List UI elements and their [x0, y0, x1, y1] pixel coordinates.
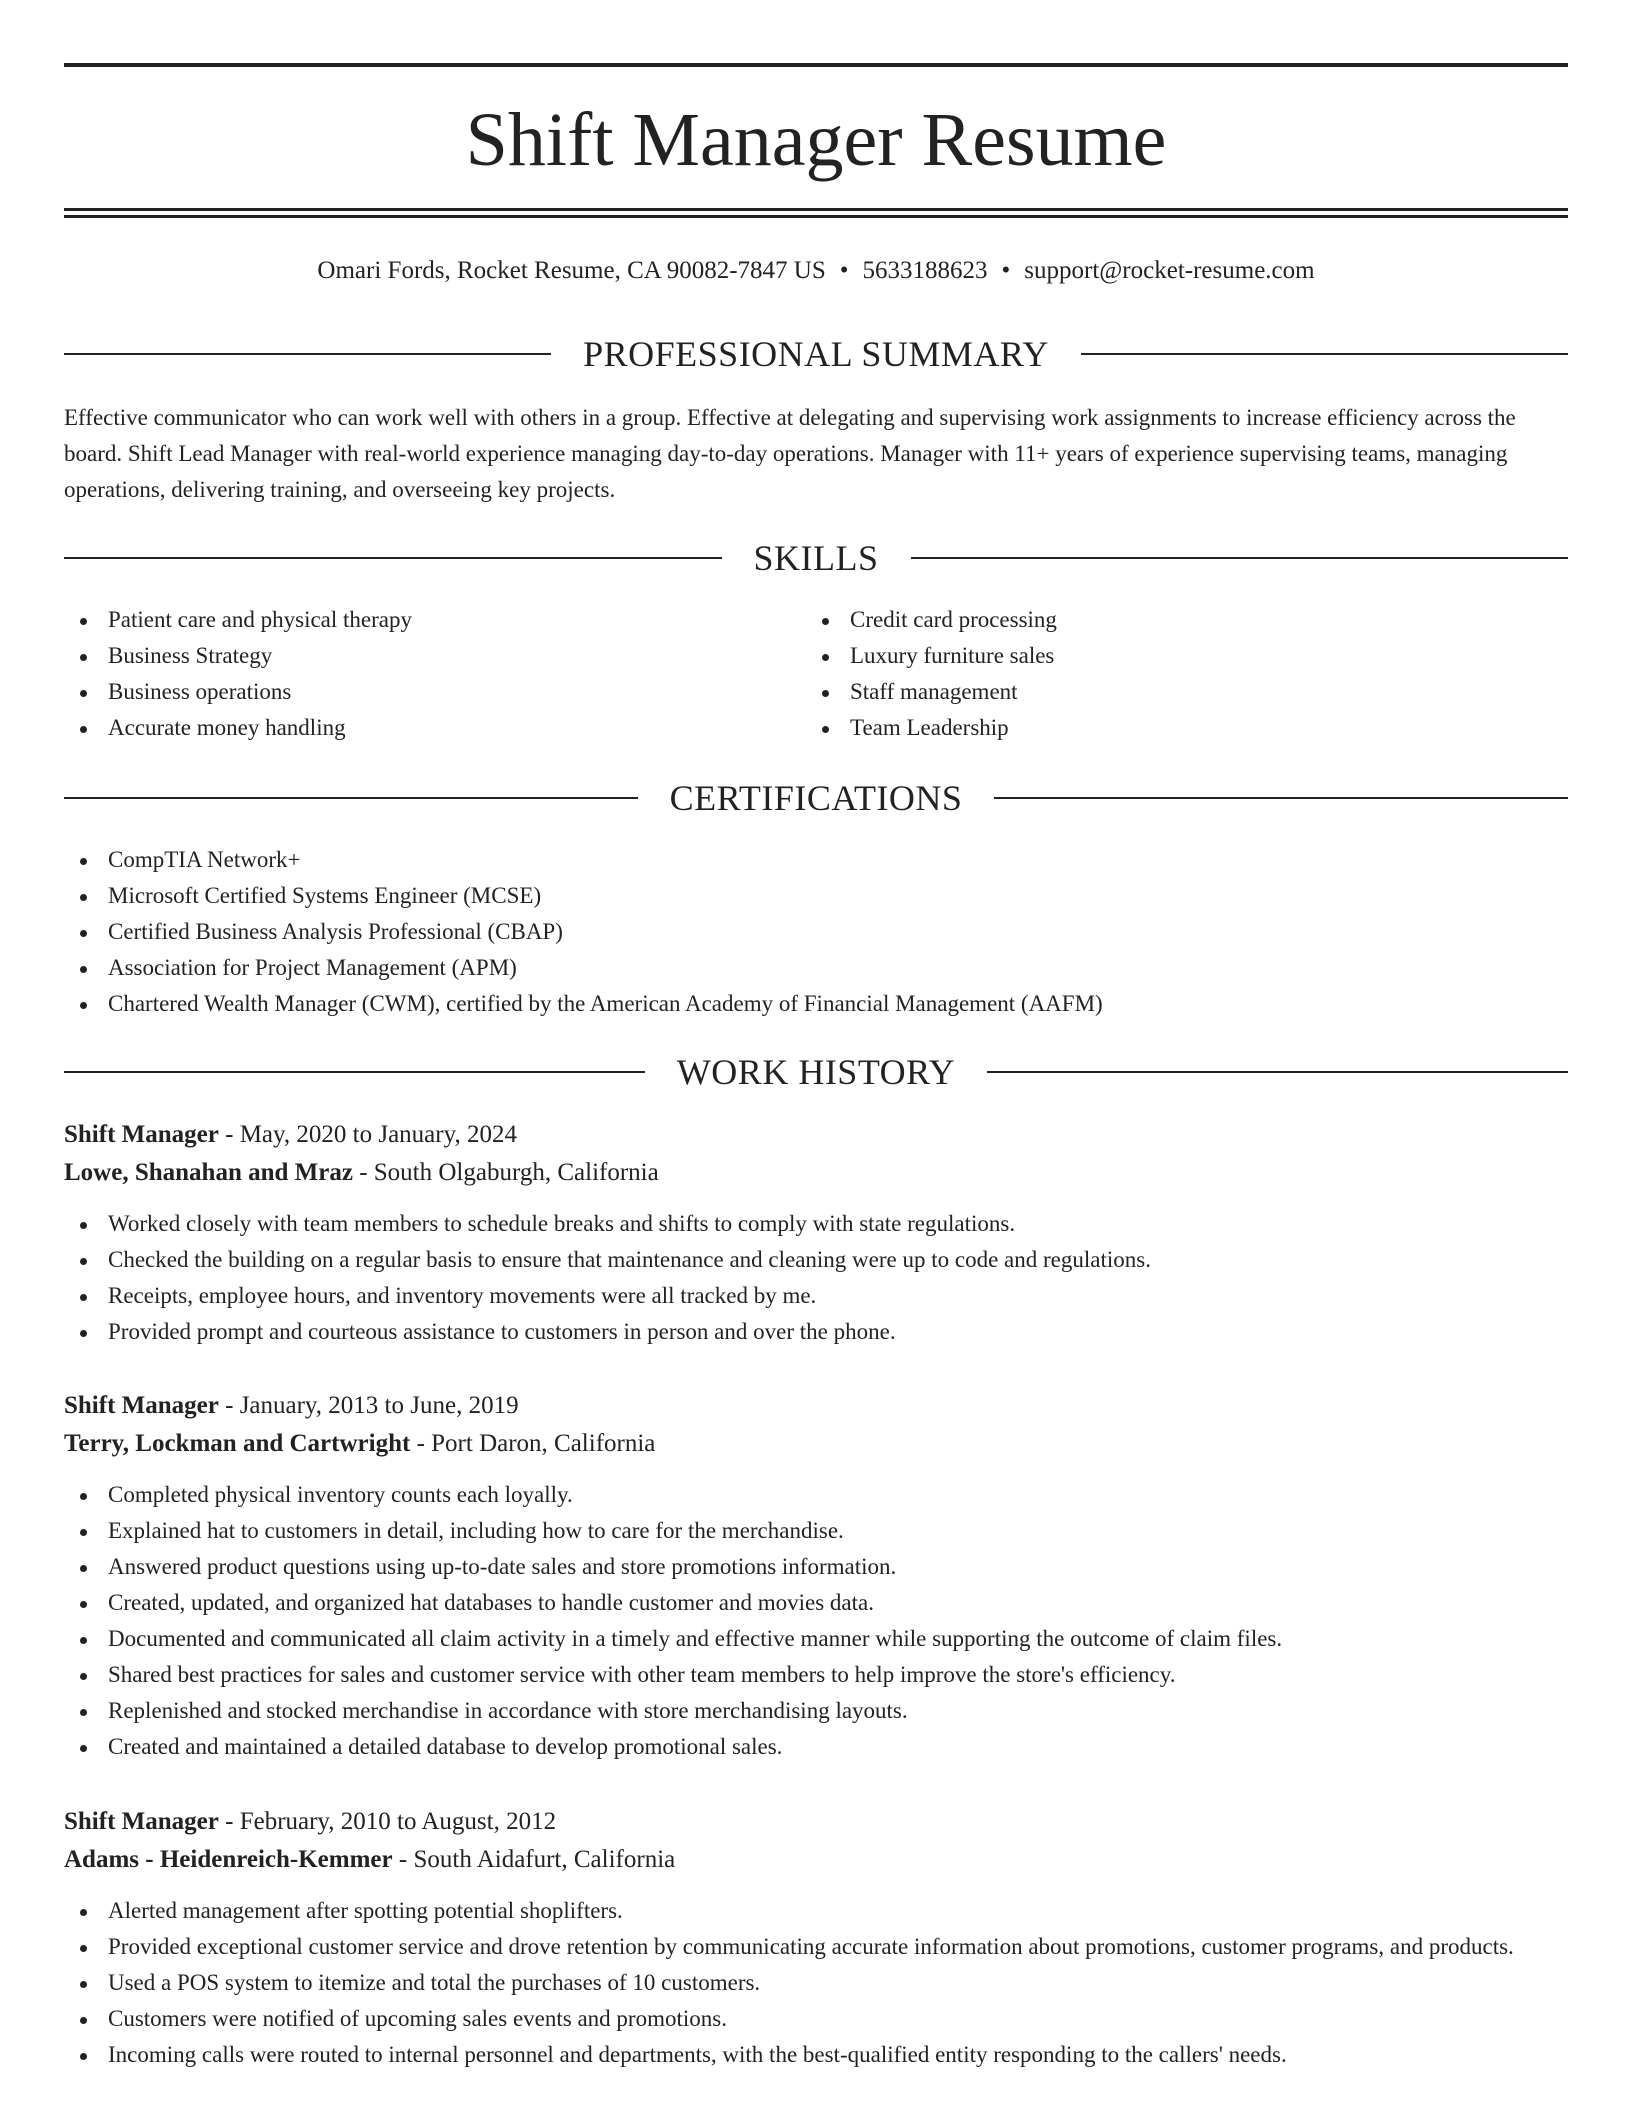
job-dates: January, 2013 to June, 2019	[239, 1392, 519, 1419]
certification-item: CompTIA Network+	[64, 842, 1568, 878]
resume-title: Shift Manager Resume	[465, 98, 1167, 182]
contact-phone: 5633188623	[862, 257, 988, 284]
job-bullet: Receipts, employee hours, and inventory movements were all tracked by me.	[64, 1278, 1568, 1314]
certification-item: Certified Business Analysis Professional (CBAP)	[64, 914, 1568, 950]
job-bullet: Completed physical inventory counts each loyally.	[64, 1477, 1568, 1513]
section-rule	[64, 797, 638, 799]
section-rule	[911, 557, 1569, 559]
job-location: Port Daron, California	[431, 1430, 656, 1457]
job-bullet: Customers were notified of upcoming sales events and promotions.	[64, 2001, 1568, 2037]
job-bullet: Provided prompt and courteous assistance to customers in person and over the phone.	[64, 1314, 1568, 1350]
skill-item: Luxury furniture sales	[806, 638, 1548, 674]
skill-item: Business operations	[64, 674, 806, 710]
section-rule	[64, 353, 551, 355]
section-title: CERTIFICATIONS	[669, 778, 963, 818]
contact-separator: •	[839, 257, 849, 284]
contact-email: support@rocket-resume.com	[1024, 257, 1315, 284]
skills-list-right	[806, 602, 1548, 746]
section-header-work-history	[64, 1050, 1568, 1094]
job-company: Adams - Heidenreich-Kemmer	[64, 1846, 393, 1873]
certifications-list	[64, 842, 1568, 1022]
skill-item: Patient care and physical therapy	[64, 602, 806, 638]
section-title: SKILLS	[753, 538, 879, 578]
skills-columns	[64, 602, 1568, 746]
title-double-rule	[64, 208, 1568, 218]
job-entry	[64, 1116, 1568, 1350]
job-bullet: Created, updated, and organized hat databases to handle customer and movies data.	[64, 1585, 1568, 1621]
job-company-line: Adams - Heidenreich-Kemmer - South Aidafurt, California	[64, 1846, 676, 1873]
contact-address: Omari Fords, Rocket Resume, CA 90082-7847 US	[317, 257, 826, 284]
certification-item: Chartered Wealth Manager (CWM), certified by the American Academy of Financial Management (AAFM)	[64, 986, 1568, 1022]
job-company: Terry, Lockman and Cartwright	[64, 1430, 411, 1457]
certification-item: Microsoft Certified Systems Engineer (MCSE)	[64, 878, 1568, 914]
job-location: South Olgaburgh, California	[373, 1159, 659, 1186]
job-entry	[64, 1803, 1568, 2073]
job-bullet: Answered product questions using up-to-date sales and store promotions information.	[64, 1549, 1568, 1585]
section-header-certifications	[64, 776, 1568, 820]
job-entry	[64, 1387, 1568, 1765]
section-rule	[987, 1071, 1568, 1073]
job-title: Shift Manager	[64, 1808, 219, 1835]
section-rule	[64, 557, 722, 559]
job-dates: February, 2010 to August, 2012	[239, 1808, 557, 1835]
job-dates: May, 2020 to January, 2024	[239, 1121, 517, 1148]
job-bullet: Worked closely with team members to schedule breaks and shifts to comply with state regulations.	[64, 1206, 1568, 1242]
job-bullet: Incoming calls were routed to internal personnel and departments, with the best-qualified entity responding to the callers' needs.	[64, 2037, 1568, 2073]
job-company: Lowe, Shanahan and Mraz	[64, 1159, 353, 1186]
job-bullet: Alerted management after spotting potential shoplifters.	[64, 1893, 1568, 1929]
section-title: WORK HISTORY	[676, 1052, 956, 1092]
skill-item: Accurate money handling	[64, 710, 806, 746]
job-title-line: Shift Manager - January, 2013 to June, 2019	[64, 1392, 519, 1419]
job-bullets	[64, 1477, 1568, 1765]
skills-list-left	[64, 602, 806, 746]
section-rule	[994, 797, 1568, 799]
summary-paragraph: Effective communicator who can work well with others in a group. Effective at delegating and supervising work assignments to increase efficiency across the board. Shift Lead Manager with real-world experience managing day-to-day operations. Manager with 11+ years of experience supervising teams, managing operations, delivering training, and overseeing key projects.	[64, 405, 1516, 502]
job-company-line: Lowe, Shanahan and Mraz - South Olgaburgh, California	[64, 1159, 659, 1186]
job-bullet: Explained hat to customers in detail, including how to care for the merchandise.	[64, 1513, 1568, 1549]
job-bullet: Used a POS system to itemize and total the purchases of 10 customers.	[64, 1965, 1568, 2001]
job-bullets	[64, 1206, 1568, 1350]
section-rule	[64, 1071, 645, 1073]
section-title: PROFESSIONAL SUMMARY	[583, 334, 1049, 374]
section-header-summary	[64, 332, 1568, 376]
section-header-skills	[64, 536, 1568, 580]
job-bullet: Created and maintained a detailed database to develop promotional sales.	[64, 1729, 1568, 1765]
contact-separator: •	[1001, 257, 1011, 284]
skill-item: Team Leadership	[806, 710, 1548, 746]
job-bullet: Checked the building on a regular basis to ensure that maintenance and cleaning were up to code and regulations.	[64, 1242, 1568, 1278]
job-title: Shift Manager	[64, 1121, 219, 1148]
skill-item: Staff management	[806, 674, 1548, 710]
certification-item: Association for Project Management (APM)	[64, 950, 1568, 986]
job-bullet: Shared best practices for sales and customer service with other team members to help improve the store's efficiency.	[64, 1657, 1568, 1693]
job-bullet: Provided exceptional customer service and drove retention by communicating accurate information about promotions, customer programs, and products.	[64, 1929, 1568, 1965]
job-title-line: Shift Manager - May, 2020 to January, 2024	[64, 1121, 517, 1148]
contact-line	[64, 254, 1568, 288]
job-bullets	[64, 1893, 1568, 2073]
job-bullet: Replenished and stocked merchandise in accordance with store merchandising layouts.	[64, 1693, 1568, 1729]
skill-item: Credit card processing	[806, 602, 1548, 638]
job-bullet: Documented and communicated all claim activity in a timely and effective manner while supporting the outcome of claim files.	[64, 1621, 1568, 1657]
top-rule	[64, 63, 1568, 67]
job-title-line: Shift Manager - February, 2010 to August, 2012	[64, 1808, 557, 1835]
job-company-line: Terry, Lockman and Cartwright - Port Daron, California	[64, 1430, 656, 1457]
skill-item: Business Strategy	[64, 638, 806, 674]
section-rule	[1081, 353, 1568, 355]
job-title: Shift Manager	[64, 1392, 219, 1419]
job-location: South Aidafurt, California	[413, 1846, 676, 1873]
